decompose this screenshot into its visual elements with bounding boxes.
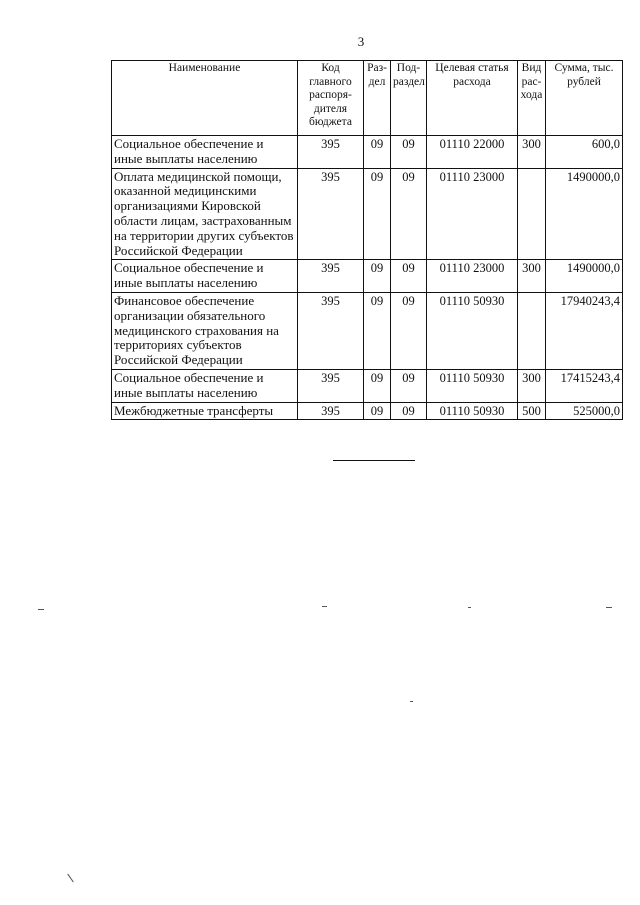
cell-subsection: 09: [391, 402, 427, 420]
cell-name: Межбюджетные трансферты: [112, 402, 298, 420]
header-admin-code: Код главного распоря-дителя бюджета: [298, 61, 364, 136]
scan-speck: [67, 874, 74, 883]
cell-target-item: 01110 50930: [427, 292, 518, 369]
cell-expense-type: 300: [518, 260, 546, 293]
cell-amount: 1490000,0: [546, 168, 623, 260]
cell-amount: 1490000,0: [546, 260, 623, 293]
cell-amount: 17415243,4: [546, 369, 623, 402]
scan-speck: [322, 606, 327, 607]
table-row: [112, 260, 623, 293]
cell-amount: 600,0: [546, 136, 623, 169]
cell-expense-type: 500: [518, 402, 546, 420]
cell-admin-code: 395: [298, 168, 364, 260]
scan-speck: [38, 609, 44, 610]
cell-target-item: 01110 50930: [427, 369, 518, 402]
cell-section: 09: [364, 136, 391, 169]
cell-expense-type: 300: [518, 369, 546, 402]
closing-rule: [333, 460, 415, 461]
header-section: Раз-дел: [364, 61, 391, 136]
cell-name: Социальное обеспечение и иные выплаты населению: [112, 136, 298, 169]
cell-admin-code: 395: [298, 369, 364, 402]
cell-target-item: 01110 23000: [427, 168, 518, 260]
table-row: [112, 369, 623, 402]
page-number: 3: [357, 34, 365, 49]
cell-admin-code: 395: [298, 136, 364, 169]
cell-expense-type: [518, 292, 546, 369]
scan-speck: [410, 701, 413, 702]
table-row: [112, 402, 623, 420]
cell-expense-type: [518, 168, 546, 260]
cell-name: Социальное обеспечение и иные выплаты населению: [112, 260, 298, 293]
cell-section: 09: [364, 292, 391, 369]
cell-name: Социальное обеспечение и иные выплаты населению: [112, 369, 298, 402]
cell-subsection: 09: [391, 260, 427, 293]
cell-name: Финансовое обеспечение организации обязательного медицинского страхования на территориях субъектов Российской Федерации: [112, 292, 298, 369]
cell-subsection: 09: [391, 292, 427, 369]
table-row: [112, 168, 623, 260]
scan-speck: [606, 607, 612, 608]
table-row: [112, 292, 623, 369]
cell-section: 09: [364, 260, 391, 293]
header-subsection: Под-раздел: [391, 61, 427, 136]
table-row: [112, 136, 623, 169]
header-amount: Сумма, тыс. рублей: [546, 61, 623, 136]
cell-target-item: 01110 22000: [427, 136, 518, 169]
budget-table: [111, 60, 623, 420]
header-name: Наименование: [112, 61, 298, 136]
cell-amount: 525000,0: [546, 402, 623, 420]
cell-subsection: 09: [391, 369, 427, 402]
cell-subsection: 09: [391, 136, 427, 169]
cell-admin-code: 395: [298, 402, 364, 420]
cell-expense-type: 300: [518, 136, 546, 169]
cell-name: Оплата медицинской помощи, оказанной медицинскими организациями Кировской области лицам, застрахованным на территории других субъектов Российской Федерации: [112, 168, 298, 260]
header-expense-type: Вид рас-хода: [518, 61, 546, 136]
cell-admin-code: 395: [298, 260, 364, 293]
cell-target-item: 01110 23000: [427, 260, 518, 293]
cell-subsection: 09: [391, 168, 427, 260]
scan-speck: [468, 607, 471, 608]
cell-amount: 17940243,4: [546, 292, 623, 369]
cell-section: 09: [364, 402, 391, 420]
cell-target-item: 01110 50930: [427, 402, 518, 420]
header-target-item: Целевая статья расхода: [427, 61, 518, 136]
table-header-row: [112, 61, 623, 136]
cell-section: 09: [364, 168, 391, 260]
cell-admin-code: 395: [298, 292, 364, 369]
cell-section: 09: [364, 369, 391, 402]
